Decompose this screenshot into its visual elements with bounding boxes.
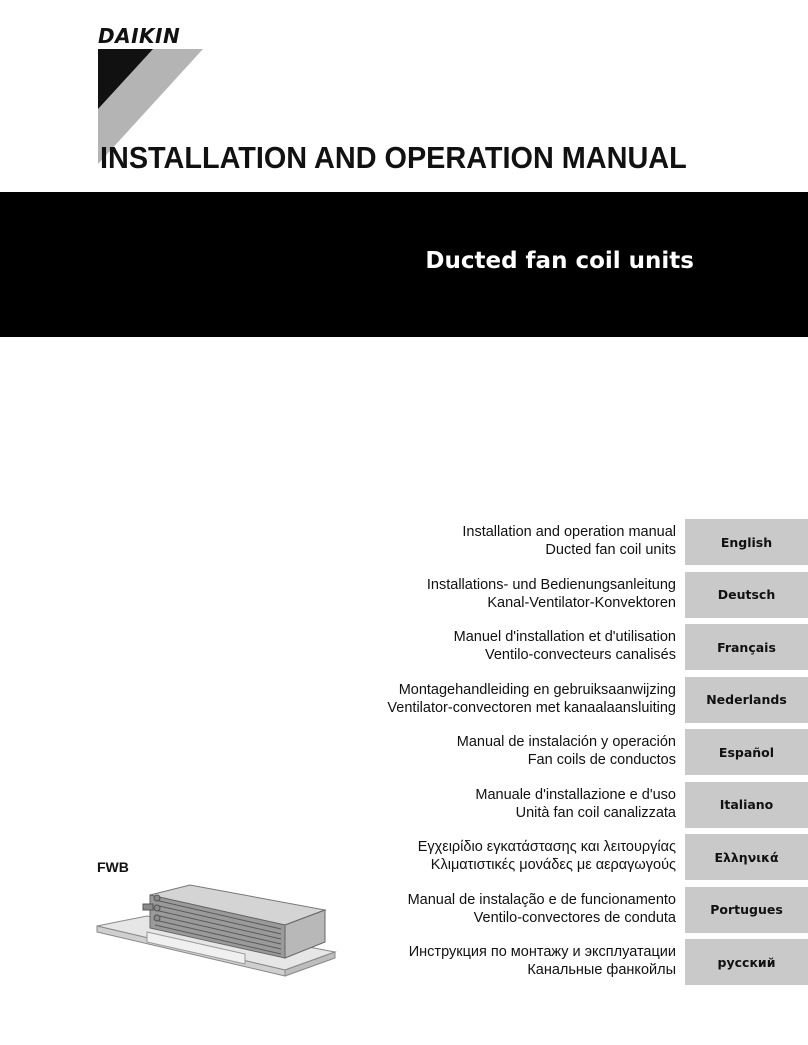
manual-title: Montagehandleiding en gebruiksaanwijzing (398, 681, 676, 698)
language-description (387, 681, 676, 717)
manual-title: Installation and operation manual (462, 524, 676, 540)
language-row (0, 572, 808, 620)
language-description (408, 891, 676, 927)
language-description (418, 838, 676, 874)
language-tab-english[interactable]: English (685, 519, 808, 565)
language-tab-greek[interactable]: Ελληνικά (685, 834, 808, 880)
language-tab-espanol[interactable]: Español (685, 729, 808, 775)
product-name: Ducted fan coil units (545, 542, 676, 558)
language-row (0, 729, 808, 777)
product-name: Κλιματιστικές μονάδες με αεραγωγούς (430, 857, 676, 873)
language-description (475, 786, 676, 822)
product-name: Канальные фанкойлы (527, 962, 676, 978)
manual-title: Manual de instalação e de funcionamento (407, 891, 676, 908)
language-description (427, 576, 676, 612)
language-tab-nederlands[interactable]: Nederlands (685, 677, 808, 723)
language-tab-deutsch[interactable]: Deutsch (685, 572, 808, 618)
manual-title: Manuel d'installation et d'utilisation (453, 629, 676, 645)
language-description (409, 943, 676, 979)
page-title: INSTALLATION AND OPERATION MANUAL (100, 140, 687, 175)
fan-coil-unit-image (95, 880, 340, 985)
product-name: Unità fan coil canalizzata (515, 804, 676, 821)
manual-title: Инструкция по монтажу и эксплуатации (408, 944, 676, 960)
language-description (462, 523, 676, 559)
language-row (0, 624, 808, 672)
manual-title: Installations- und Bedienungsanleitung (426, 576, 676, 593)
language-row (0, 519, 808, 567)
product-name: Fan coils de conductos (527, 752, 676, 768)
manual-title: Manuale d'installazione e d'uso (475, 786, 676, 803)
model-label: FWB (97, 859, 129, 875)
daikin-logo (98, 24, 208, 144)
manual-title: Manual de instalación y operación (456, 734, 676, 750)
language-row (0, 782, 808, 830)
product-name: Ventilator-convectoren met kanaalaansluiting (387, 699, 676, 716)
brand-name: DAIKIN (98, 24, 181, 48)
product-name: Kanal-Ventilator-Konvektoren (487, 594, 676, 611)
product-subtitle: Ducted fan coil units (425, 248, 694, 274)
product-name: Ventilo-convectores de conduta (473, 909, 676, 926)
language-tab-portugues[interactable]: Portugues (685, 887, 808, 933)
manual-title: Εγχειρίδιο εγκατάστασης και λειτουργίας (417, 839, 676, 855)
language-description (454, 628, 676, 664)
language-description (457, 733, 676, 769)
language-row (0, 677, 808, 725)
language-tab-italiano[interactable]: Italiano (685, 782, 808, 828)
product-name: Ventilo-convecteurs canalisés (484, 647, 676, 663)
language-tab-russian[interactable]: русский (685, 939, 808, 985)
language-tab-francais[interactable]: Français (685, 624, 808, 670)
